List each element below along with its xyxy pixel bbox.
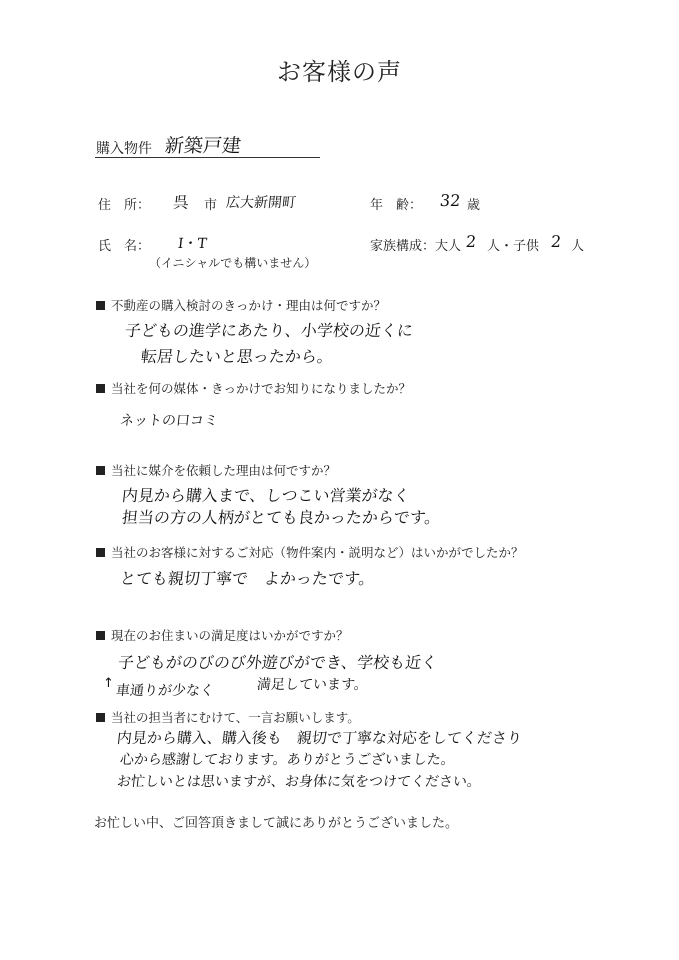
- answer-5-line-2: 車通りが少なく: [115, 683, 215, 699]
- page-title: お客様の声: [277, 58, 402, 86]
- age-value: 32: [439, 191, 462, 210]
- property-label: 購入物件: [96, 141, 152, 157]
- answer-6-line-1: 内見から購入、購入後も 親切で丁寧な対応をしてくださり: [116, 729, 523, 747]
- family-label: 家族構成：大人: [370, 239, 462, 254]
- answer-4-line-1: とても親切丁寧で よかったです。: [118, 569, 376, 588]
- name-note: （イニシャルでも構いません）: [149, 256, 317, 270]
- answer-1-line-1: 子どもの進学にあたり、小学校の近くに: [123, 321, 414, 340]
- question-2: 当社を何の媒体・きっかけでお知りになりましたか？: [96, 379, 411, 397]
- property-value: 新築戸建: [163, 135, 243, 157]
- bullet-square-icon: [96, 301, 105, 310]
- family-suffix: 人: [571, 239, 585, 254]
- family-mid: 人・子供: [487, 239, 540, 254]
- family-children: 2: [550, 232, 563, 251]
- property-underline: [95, 157, 320, 158]
- address-value: 広大新開町: [225, 195, 297, 211]
- address-label: 住 所：: [98, 198, 151, 213]
- address-prefix: 呉: [171, 193, 190, 212]
- question-3: 当社に媒介を依頼した理由は何ですか？: [96, 461, 336, 479]
- address-city-suffix: 市: [204, 198, 218, 213]
- bullet-square-icon: [96, 548, 105, 557]
- bullet-square-icon: [96, 466, 105, 475]
- question-5: 現在のお住まいの満足度はいかがですか？: [96, 626, 349, 644]
- age-label: 年 齢：: [370, 198, 423, 213]
- answer-1-line-2: 転居したいと思ったから。: [139, 347, 334, 366]
- answer-2-line-1: ネットの口コミ: [119, 413, 219, 429]
- bullet-square-icon: [96, 713, 105, 722]
- answer-6-line-2: 心から感謝しております。ありがとうございました。: [119, 752, 456, 768]
- answer-5-line-1: 子どもがのびのび外遊びができ、学校も近く: [116, 653, 439, 672]
- question-4: 当社のお客様に対するご対応（物件案内・説明など）はいかがでしたか？: [96, 543, 524, 561]
- name-value: I・T: [177, 236, 208, 252]
- age-suffix: 歳: [467, 198, 481, 213]
- name-label: 氏 名：: [98, 239, 151, 254]
- up-arrow-icon: ↑: [103, 676, 114, 691]
- bullet-square-icon: [96, 384, 105, 393]
- answer-3-line-2: 担当の方の人柄がとても良かったからです。: [120, 508, 442, 527]
- answer-6-line-3: お忙しいとは思いますが、お身体に気をつけてください。: [116, 774, 482, 790]
- question-6: 当社の担当者にむけて、一言お願いします。: [96, 708, 360, 726]
- question-1: 不動産の購入検討のきっかけ・理由は何ですか？: [96, 296, 386, 314]
- answer-5-line-3: 満足しています。: [256, 677, 369, 693]
- answer-3-line-1: 内見から購入まで、しつこい営業がなく: [120, 486, 411, 505]
- closing-message: お忙しい中、ご回答頂きまして誠にありがとうございました。: [94, 816, 459, 831]
- bullet-square-icon: [96, 631, 105, 640]
- family-adults: 2: [465, 232, 478, 251]
